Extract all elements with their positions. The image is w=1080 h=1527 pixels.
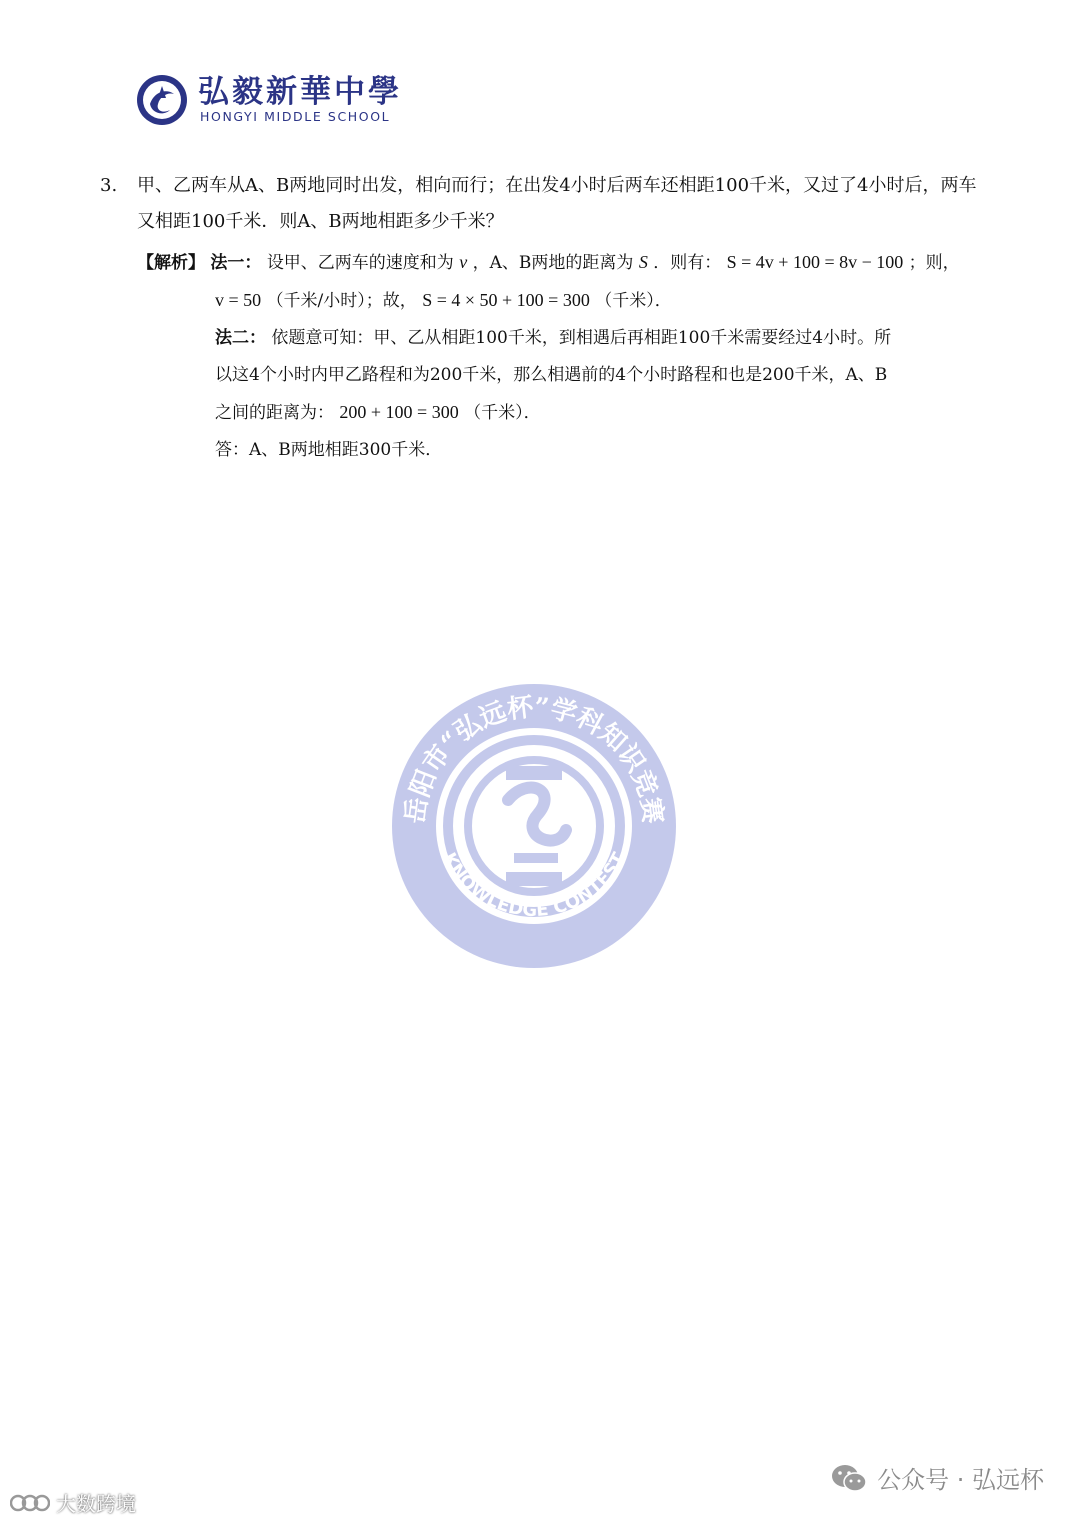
solution-tag: 【解析】: [137, 253, 205, 273]
solution-line-5: [137, 394, 987, 432]
solution-line-2: [137, 282, 987, 320]
method1-have: ．则有：: [653, 253, 722, 273]
solution-line-3: [137, 320, 987, 357]
seal-ring-text-cn: 岳阳市“弘远杯”学科知识竞赛: [400, 692, 668, 826]
var-v: v: [459, 252, 468, 272]
method1-label: 法一：: [210, 253, 262, 273]
equation-2: v = 50: [215, 290, 262, 310]
equation-1: S = 4v + 100 = 8v − 100: [726, 252, 904, 272]
corner-watermark: [10, 1488, 136, 1517]
var-s: S: [638, 252, 648, 272]
school-emblem-icon: [136, 74, 188, 126]
school-name-cn: 弘毅新華中學: [198, 74, 402, 110]
method2-line-1: 依题意可知：甲、乙从相距100千米，到相遇后再相距100千米需要经过4小时。所: [271, 328, 892, 348]
unit-1: （千米/小时）；故，: [266, 291, 417, 311]
question-block: [100, 168, 980, 240]
corner-watermark-text: 大数跨境: [56, 1492, 136, 1516]
equation-3: S = 4 × 50 + 100 = 300: [422, 290, 590, 310]
unit-3: （千米）．: [464, 403, 541, 423]
wechat-account-text: 公众号 · 弘远杯: [877, 1466, 1044, 1494]
brand-logo-icon: [10, 1491, 50, 1515]
answer-line: 答：A、B两地相距300千米．: [215, 440, 443, 460]
method1-then: ；则，: [908, 253, 960, 273]
wechat-icon: [831, 1463, 867, 1493]
question-number: 3.: [100, 175, 118, 196]
solution-line-4: 以这4个小时内甲乙路程和为200千米，那么相遇前的4个小时路程和也是200千米，A、B: [215, 365, 888, 385]
method2-label: 法二：: [215, 328, 266, 348]
contest-seal-watermark: [388, 680, 680, 972]
school-header: [136, 72, 402, 128]
method1-text: 设甲、乙两车的速度和为: [266, 253, 454, 273]
question-text: 甲、乙两车从A、B两地同时出发，相向而行；在出发4小时后两车还相距100千米，又过了4小时后，两车又相距100千米．则A、B两地相距多少千米？: [137, 175, 977, 232]
solution-block: [137, 244, 987, 469]
method2-line-3: 之间的距离为：: [215, 403, 334, 423]
unit-2: （千米）．: [595, 291, 672, 311]
solution-line-1: [137, 244, 987, 282]
equation-4: 200 + 100 = 300: [339, 402, 459, 422]
seal-ring-text-en: KNOWLEDGE CONTEST: [438, 849, 630, 922]
method1-mid: ，A、B两地的距离为: [472, 253, 634, 273]
wechat-account-label: [831, 1460, 1044, 1495]
school-name-en: HONGYI MIDDLE SCHOOL: [200, 109, 391, 124]
